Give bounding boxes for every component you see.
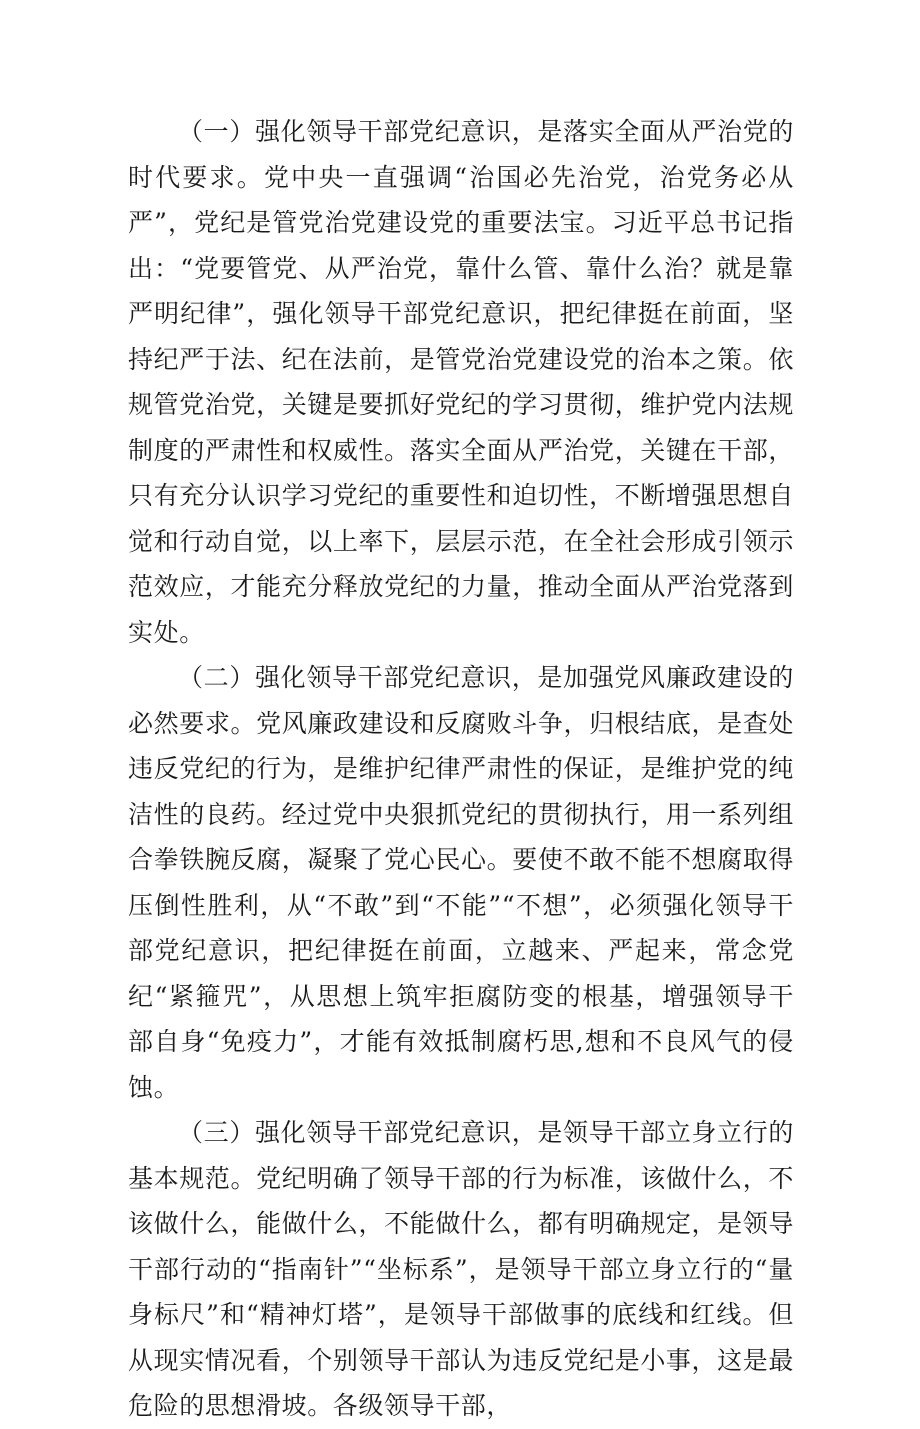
paragraph-3: （三）强化领导干部党纪意识，是领导干部立身立行的基本规范。党纪明确了领导干部的行为标准，该做什么，不该做什么，能做什么，不能做什么，都有明确规定，是领导干部行动的“指南针”“坐标系”，是领导干部立身立行的“量身标尺”和“精神灯塔”，是领导干部做事的底线和红线。但从现实情况看，个别领导干部认为违反党纪是小事，这是最危险的思想滑坡。各级领导干部， <box>128 1118 794 1420</box>
paragraph-2: （二）强化领导干部党纪意识，是加强党风廉政建设的必然要求。党风廉政建设和反腐败斗争，归根结底，是查处违反党纪的行为，是维护纪律严肃性的保证，是维护党的纯洁性的良药。经过党中央狠抓党纪的贯彻执行，用一系列组合拳铁腕反腐，凝聚了党心民心。要使不敢不能不想腐取得压倒性胜利，从“不敢”到“不能”“不想”，必须强化领导干部党纪意识，把纪律挺在前面，立越来、严起来，常念党纪“紧箍咒”，从思想上筑牢拒腐防变的根基，增强领导干部自身“免疫力”，才能有效抵制腐朽思,想和不良风气的侵蚀。 <box>128 663 794 1102</box>
document-body <box>128 109 794 1429</box>
paragraph-1: （一）强化领导干部党纪意识，是落实全面从严治党的时代要求。党中央一直强调“治国必先治党，治党务必从严”，党纪是管党治党建设党的重要法宝。习近平总书记指出：“党要管党、从严治党，靠什么管、靠什么治？就是靠严明纪律”，强化领导干部党纪意识，把纪律挺在前面，坚持纪严于法、纪在法前，是管党治党建设党的治本之策。依规管党治党，关键是要抓好党纪的学习贯彻，维护党内法规制度的严肃性和权威性。落实全面从严治党，关键在干部，只有充分认识学习党纪的重要性和迫切性，不断增强思想自觉和行动自觉，以上率下，层层示范，在全社会形成引领示范效应，才能充分释放党纪的力量，推动全面从严治党落到实处。 <box>128 117 794 647</box>
